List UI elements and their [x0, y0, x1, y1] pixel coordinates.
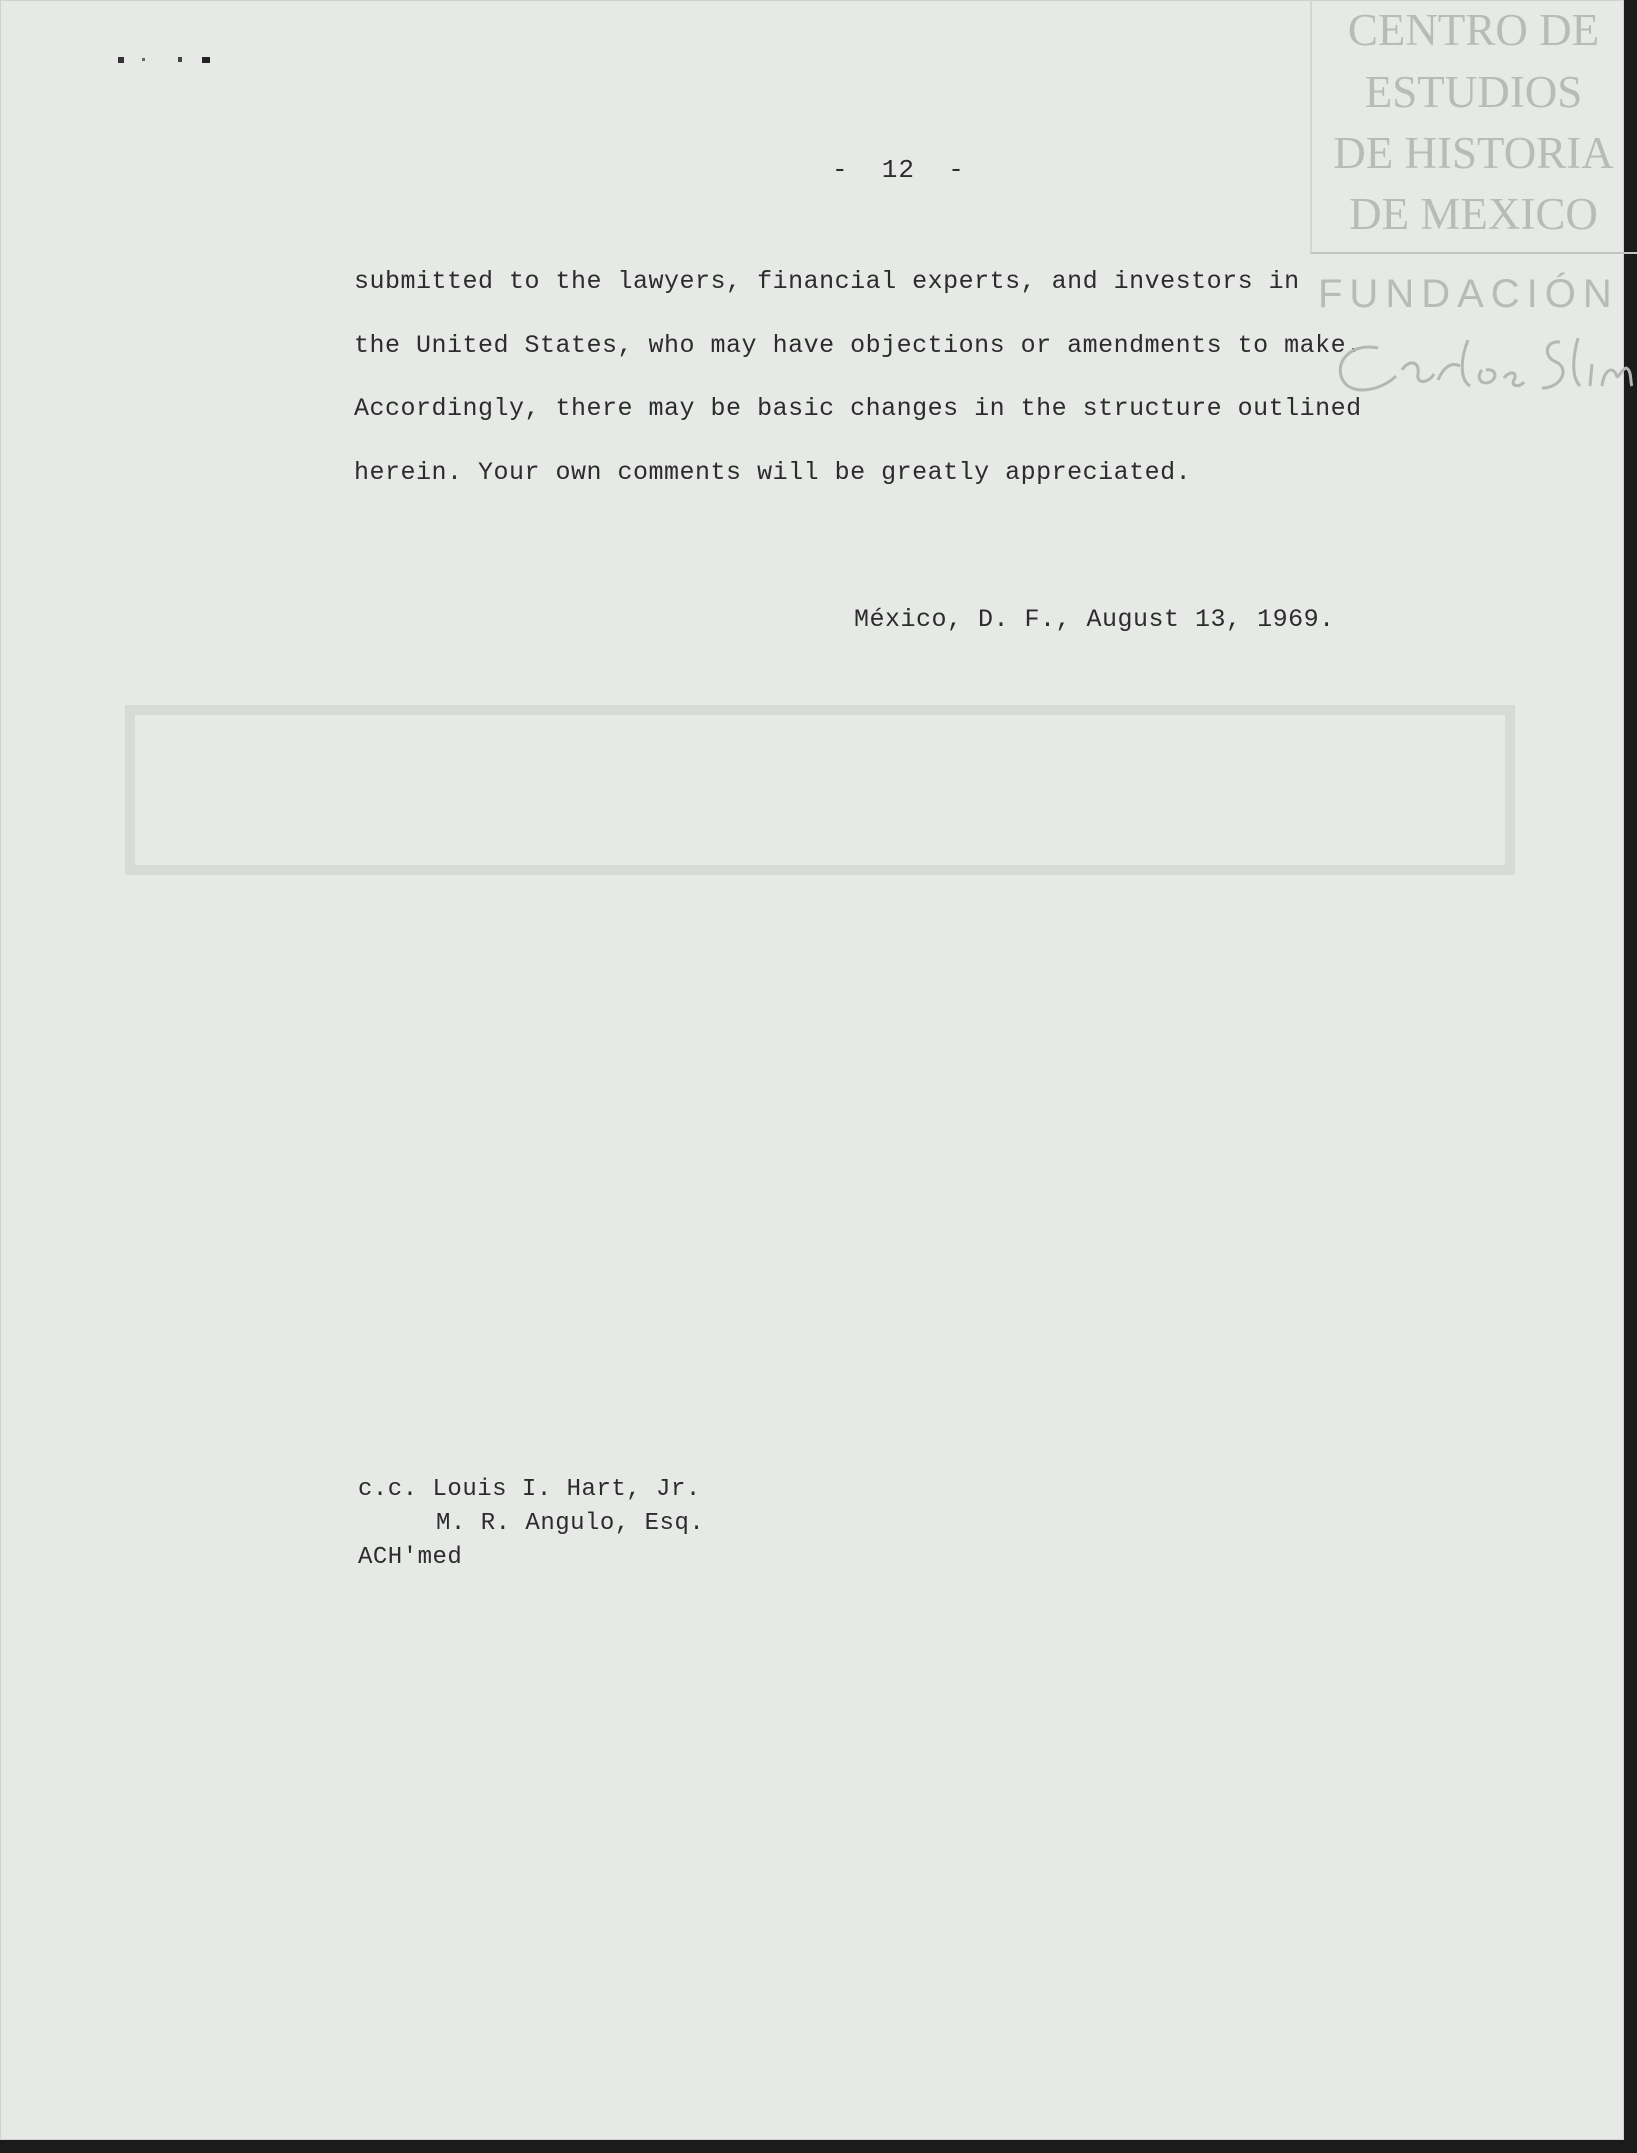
- cc-line-1: c.c. Louis I. Hart, Jr.: [358, 1476, 701, 1503]
- body-line-1: submitted to the lawyers, financial experts, and investors in: [354, 267, 1300, 296]
- carbon-copy-block: [358, 1473, 704, 1575]
- cc-line-2: M. R. Angulo, Esq.: [436, 1510, 705, 1537]
- watermark-line-3: DE HISTORIA: [1333, 128, 1614, 178]
- body-line-2: the United States, who may have objections or amendments to make.: [354, 330, 1362, 360]
- body-paragraph: [354, 250, 1454, 504]
- watermark-line-1: CENTRO DE: [1347, 5, 1600, 55]
- body-line-4: herein. Your own comments will be greatly appreciated.: [354, 457, 1192, 487]
- watermark-line-2: ESTUDIOS: [1364, 67, 1583, 117]
- show-through-bleed: [70, 680, 1570, 900]
- typist-initials: ACH'med: [358, 1544, 463, 1571]
- dateline: México, D. F., August 13, 1969.: [854, 605, 1335, 634]
- watermark-line-4: DE MEXICO: [1349, 189, 1598, 239]
- page-number: - 12 -: [832, 155, 965, 185]
- signature-mark: [1310, 320, 1637, 410]
- archive-watermark: [1310, 0, 1637, 410]
- body-line-3: Accordingly, there may be basic changes in the structure outlined: [354, 394, 1362, 423]
- scan-marks: [118, 52, 228, 68]
- watermark-fundacion: FUNDACIÓN: [1318, 272, 1619, 316]
